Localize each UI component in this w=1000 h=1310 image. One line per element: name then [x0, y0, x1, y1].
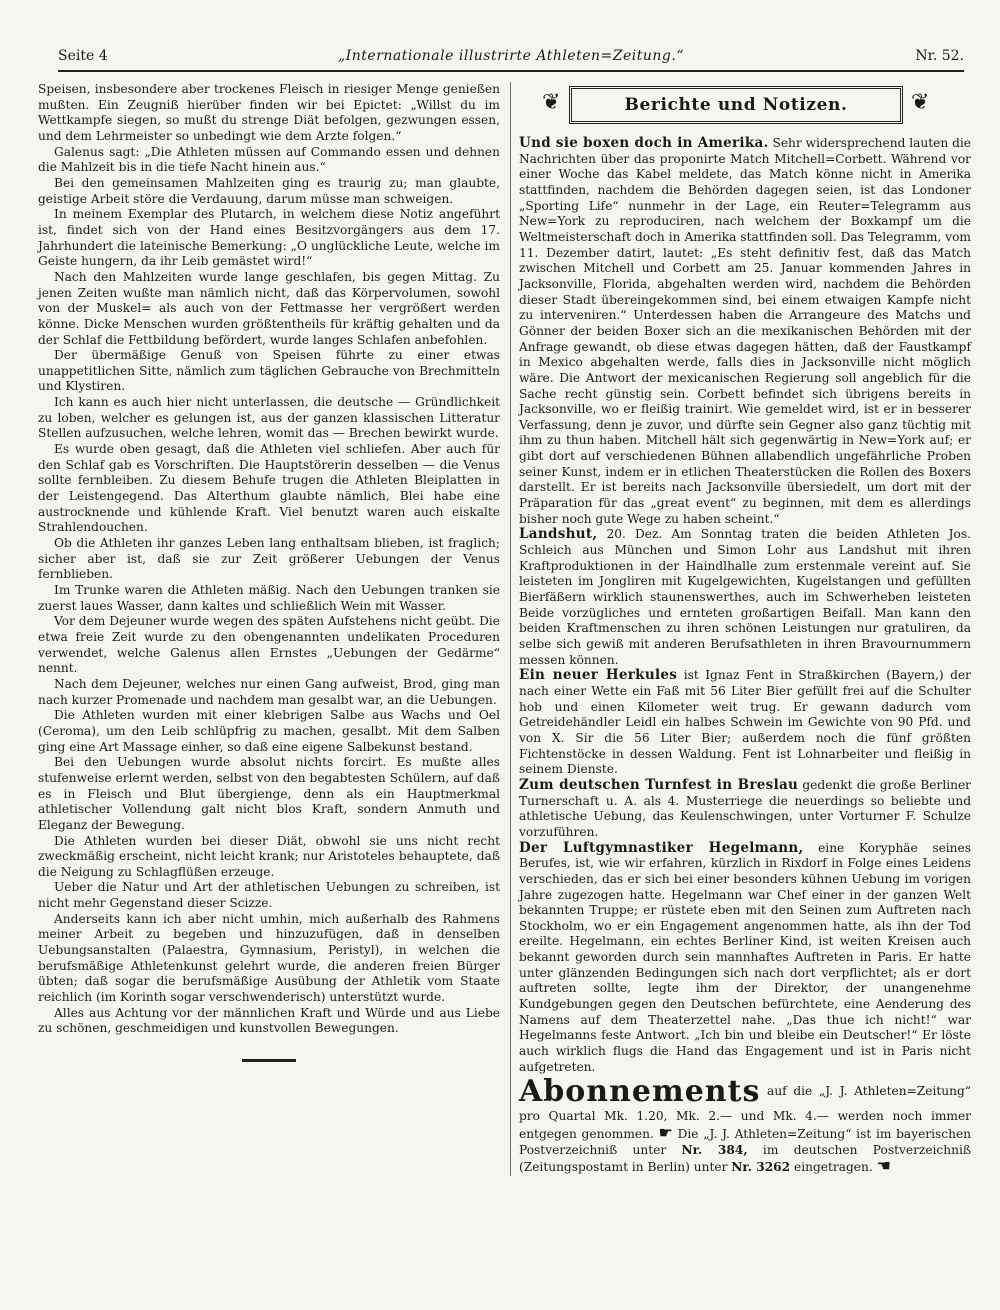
article — [519, 778, 971, 841]
article-headline: Der Luftgymnastiker Hegelmann, — [519, 839, 804, 856]
paragraph: Vor dem Dejeuner wurde wegen des späten Aufstehens nicht geübt. Die etwa freie Zeit wurde zu den obengenannten undelikaten Proceduren verwendet, welche Galenus allen Ernstes „Uebungen der Gedärme“ nennt. — [38, 614, 500, 676]
subscription-title: Abonnements — [519, 1074, 761, 1110]
pointing-hand-icon: ☛ — [658, 1123, 673, 1143]
paragraph: Nach dem Dejeuner, welches nur einen Gang aufweist, Brod, ging man nach kurzer Promenade und nachdem man gesalbt war, an die Uebungen. — [38, 676, 500, 707]
article-headline: Landshut, — [519, 526, 598, 543]
paragraph: Nach den Mahlzeiten wurde lange geschlafen, bis gegen Mittag. Zu jenen Zeiten wußte man nämlich nicht, daß das Körpervolumen, sowohl von der Muskel= als auch von der Fettmasse her vergrößert werden könne. Dicke Menschen wurden größtentheils für kräftig gehalten und da der Schlaf die Fettbildung befördert, wurde langes Schlafen anbefohlen. — [38, 269, 500, 347]
article-text: gedenkt die große Berliner Turnerschaft u. A. als 4. Musterriege die neuerdings so beliebte und athletische Uebung, das Keulenschwingen, unter Vorturner F. Schulze vorzuführen. — [519, 777, 972, 839]
paragraph: Galenus sagt: „Die Athleten müssen auf Commando essen und dehnen die Mahlzeit bis in die tiefe Nacht hinein aus.“ — [38, 144, 500, 175]
article-headline: Und sie boxen doch in Amerika. — [519, 135, 769, 151]
article-text: 20. Dez. Am Sonntag traten die beiden Athleten Jos. Schleich aus München und Simon Lohr aus Landshut mit ihren Kraftproduktionen in der Haindlhalle zum erstenmale vereint auf. Sie leisteten im Jongliren mit Kugelgewichten, Kugelstangen und gefüllten Bierfäßern wirklich staunenswerthes, auch im Schwerheben leisteten Beide vorzügliches und ernteten großartigen Beifall. Man kann den beiden Kraftmenschen zu ihren schönen Leistungen nur gratuliren, da selbe sich gewiß mit anderen Berufsathleten in ihren Bravournummern messen können. — [519, 527, 972, 667]
paragraph: Der übermäßige Genuß von Speisen führte zu einer etwas unappetitlichen Sitte, nämlich zum täglichen Gebrauche von Brechmitteln und Klystiren. — [38, 348, 500, 394]
newspaper-title: „Internationale illustrirte Athleten=Zeitung.“ — [337, 48, 684, 64]
paragraph: Ich kann es auch hier nicht unterlassen, die deutsche — Gründlichkeit zu loben, welcher es gelungen ist, aus der ganzen klassischen Litteratur Stellen aufzusuchen, welche lehren, womit das — Brechen bewirkt wurde. — [38, 395, 500, 441]
paragraph: Ob die Athleten ihr ganzes Leben lang enthaltsam blieben, ist fraglich; sicher aber ist, daß sie zur Zeit größerer Uebungen der Venus fernblieben. — [38, 536, 500, 582]
left-column — [38, 82, 500, 1062]
subscription-text: im deutschen Postverzeichniß (Zeitungspostamt in Berlin) unter — [519, 1142, 971, 1175]
article-text: Sehr widersprechend lauten die Nachrichten über das proponirte Match Mitchell=Corbett. Während vor einer Woche das Kabel meldete, das Match könne nicht in Amerika stattfinden, nachdem die Behörden dagegen seien, ist das Londoner „Sporting Life“ nunmehr in der Lage, ein Reuter=Telegramm aus New=York zu reproduciren, nach welchem der Boxkampf um die Weltmeisterschaft doch in Amerika stattfinden soll. Das Telegramm, vom 11. Dezember datirt, lautet: „Es steht definitiv fest, daß das Match zwischen Mitchell und Corbett am 25. Januar kommenden Jahres in Jacksonville, Florida, abgehalten werden wird, nachdem die Behörden dieser Stadt übereingekommen sind, bei einem etwaigen Kampfe nicht zu interveniren.“ Unterdessen haben die Arrangeure des Matchs und Gönner der beiden Boxer sich an die mexikanischen Behörden mit der Anfrage gewandt, ob diese etwas dagegen hätten, daß der Faustkampf in Mexico abgehalten werde, falls dies in Jacksonville nicht möglich wäre. Die Antwort der mexicanischen Regierung soll angeblich für die Sache recht günstig sein. Corbett befindet sich übrigens bereits in Jacksonville, wo er fleißig trainirt. Wie gemeldet wird, ist er in besserer Verfassung, denn je zuvor, und dürfte sein Gegner also ganz tüchtig mit ihm zu thun haben. Mitchell hält sich gegenwärtig in New=York auf; er gibt dort auf verschiedenen Bühnen allabendlich ungefährliche Proben seiner Kunst, indem er in etlichen Theaterstücken die Rollen des Boxers darstellt. Er ist bereits nach Jacksonville übersiedelt, um dort mit der Präparation für das „great event“ zu beginnen, mit dem es allerdings bisher noch gute Wege zu haben scheint.“ — [519, 136, 972, 526]
article — [519, 527, 971, 668]
paragraph: Anderseits kann ich aber nicht umhin, mich außerhalb des Rahmens meiner Arbeit zu begeben und hinzuzufügen, daß in denselben Uebungsanstalten (Palaestra, Gymnasium, Peristyl), in welchen die berufsmäßige Athletenkunst gelehrt wurde, die anderen freien Bürger übten; daß sogar die berufsmäßige Ausübung der Athletik vom Staate reichlich (im Korinth sogar verschwenderisch) unterstützt wurde. — [38, 911, 500, 1005]
postal-number-bavaria: Nr. 384, — [681, 1142, 748, 1157]
paragraph: Es wurde oben gesagt, daß die Athleten viel schliefen. Aber auch für den Schlaf gab es Vorschriften. Die Hauptstörerin desselben — die Venus sollte fernbleiben. Zu diesem Behufe trugen die Athleten Bleiplatten in der Leistengegend. Das Alterthum glaubte nämlich, Blei habe eine austrocknende und kühlende Kraft. Viel benutzt waren auch eiskalte Strahlendouchen. — [38, 442, 500, 535]
subscription-text: auf die „J. J. Athleten=Zeitung“ pro Quartal Mk. 1.20, Mk. 2.— und Mk. 4.— werden noch immer entgegen genommen. — [519, 1084, 972, 1142]
article — [519, 668, 971, 778]
subscription-notice — [519, 1075, 971, 1176]
section-banner: ❦ Berichte und Notizen. ❦ — [569, 86, 903, 124]
paragraph: Alles aus Achtung vor der männlichen Kraft und Würde und aus Liebe zu schönen, geschmeidigen und kunstvollen Bewegungen. — [38, 1005, 500, 1036]
page-header — [58, 48, 964, 72]
article-text: ist Ignaz Fent in Straßkirchen (Bayern,) der nach einer Wette ein Faß mit 56 Liter Bier gefüllt frei auf die Schulter hob und einen Kilometer weit trug. Er gewann dadurch vom Getreidehändler Leidl ein halbes Schwein im Gewichte von 90 Pfd. und von X. Sir die 56 Liter Bier; außerdem noch die fünf größten Fichtenstöcke in dessen Waldung. Fent ist Lohnarbeiter und fleißig in seinem Dienste. — [519, 668, 971, 777]
paragraph: Ueber die Natur und Art der athletischen Uebungen zu schreiben, ist nicht mehr Gegenstand dieser Scizze. — [38, 880, 500, 911]
subscription-text: Die „J. J. Athleten=Zeitung“ ist im bayerischen Postverzeichniß unter — [519, 1127, 972, 1157]
paragraph: Die Athleten wurden mit einer klebrigen Salbe aus Wachs und Oel (Ceroma), um den Leib schlüpfrig zu machen, gesalbt. Mit dem Salben ging eine Art Massage einher, so daß eine eigene Salbekunst bestand. — [38, 708, 500, 754]
subscription-text: eingetragen. — [794, 1160, 873, 1175]
end-rule — [242, 1059, 296, 1062]
paragraph: Im Trunke waren die Athleten mäßig. Nach den Uebungen tranken sie zuerst laues Wasser, dann kaltes und schließlich Wein mit Wasser. — [38, 583, 500, 613]
article — [519, 841, 971, 1076]
right-column — [510, 82, 971, 1176]
paragraph: Die Athleten wurden bei dieser Diät, obwohl sie uns nicht recht zweckmäßig erscheint, nicht leicht krank; nur Aristoteles behauptete, daß die Neigung zu Schlagflüßen erzeuge. — [38, 833, 500, 879]
article — [519, 136, 971, 527]
paragraph: Bei den Uebungen wurde absolut nichts forcirt. Es mußte alles stufenweise erlernt werden, selbst von den begabtesten Schülern, auf daß es in Fleisch und Blut übergienge, denn als ein Hauptmerkmal athletischer Vollendung galt nicht blos Kraft, sondern Anmuth und Eleganz der Bewegung. — [38, 755, 500, 832]
postal-number-germany: Nr. 3262 — [731, 1160, 791, 1175]
paragraph: Speisen, insbesondere aber trockenes Fleisch in riesiger Menge genießen mußten. Ein Zeugniß hierüber finden wir bei Epictet: „Willst du im Wettkampfe siegen, so mußt du strenge Diät befolgen, gezwungen essen, und dem Lehrmeister so unbedingt wie dem Arzte folgen.“ — [38, 82, 500, 143]
issue-number: Nr. 52. — [915, 48, 964, 64]
page-number: Seite 4 — [58, 48, 108, 64]
article-text: eine Koryphäe seines Berufes, ist, wie wir erfahren, kürzlich in Rixdorf in Folge eines Leidens verschieden, das er sich bei einer besonders kühnen Uebung im vorigen Jahre zugezogen hatte. Hegelmann war Chef einer in der ganzen Welt bekannten Truppe; er rüstete eben mit den Seinen zum Auftreten nach Stockholm, wo er ein Engagement angenommen hatte, als ihn der Tod ereilte. Hegelmann, ein echtes Berliner Kind, ist weiten Kreisen auch bekannt geworden durch sein mannhaftes Auftreten in Paris. Er hatte unter glänzenden Bedingungen sich nach dort verpflichtet; als er dort auftreten sollte, legte ihm der Direktor, der unangenehme Kundgebungen gegen den Deutschen befürchtete, eine Aenderung des Namens auf dem Theaterzettel nahe. „Das thue ich nicht!“ war Hegelmanns feste Antwort. „Ich bin und bleibe ein Deutscher!“ Er löste auch wirklich flugs die Hand das Engagement und ist in Paris nicht aufgetreten. — [519, 840, 972, 1074]
article-headline: Zum deutschen Turnfest in Breslau — [519, 776, 799, 793]
paragraph: In meinem Exemplar des Plutarch, in welchem diese Notiz angeführt ist, findet sich von der Hand eines Besitzvorgängers aus dem 17. Jahrhundert die lateinische Bemerkung: „O unglückliche Leute, welche im Geiste hungern, da ihr Leib gemästet wird!“ — [38, 207, 500, 269]
paragraph: Bei den gemeinsamen Mahlzeiten ging es traurig zu; man glaubte, geistige Arbeit störe die Verdauung, darum müsse man schweigen. — [38, 175, 500, 206]
pointing-hand-icon: ☚ — [876, 1156, 891, 1176]
article-headline: Ein neuer Herkules — [519, 667, 678, 684]
